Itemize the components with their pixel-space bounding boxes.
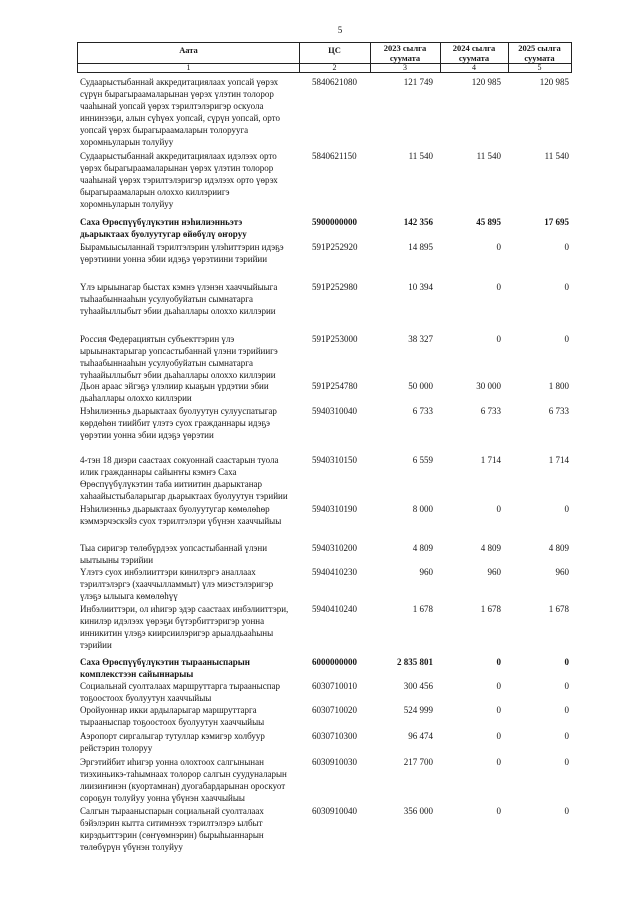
row-name-line: сороҕун толуйуу уонна үбүнэн хааччыйыы [80,793,245,803]
value-2024: 120 985 [471,77,501,87]
value-2024: 0 [496,282,501,292]
row-name-line: инникитин үлэҕэ киирсиилэригэр арыалдьааһыны [80,628,274,638]
row-name-line: туһаайыллыбыт эбии дьаһаллары олоххо киллэрии [80,370,276,380]
row-name-line: уопсай үөрэх бырагыраамаларын толорууга [80,125,249,135]
value-2025: 0 [564,242,569,252]
value-2023: 300 456 [403,681,433,691]
row-name-line: кэммэрчэскэйэ суох тэрилтэлэри үбүнэн хааччыйыы [80,516,282,526]
value-2025: 0 [564,504,569,514]
value-2023: 50 000 [408,381,433,391]
row-name [80,333,278,381]
row-name-line: Саха Өрөспүүбүлүкэтин тырааныспарын [80,657,250,667]
row-name-line: Эргэтийбит иһигэр уонна олохтоох салгынынан [80,757,264,767]
row-name [80,405,277,441]
value-2024: 0 [496,731,501,741]
row-name-line: Үлэтэ суох инбэлииттэри кинилэргэ аналлаах [80,567,256,577]
row-name-line: Бырамыысыланнай тэрилтэлэрин үлэһиттэрин идэҕэ [80,242,284,252]
row-code: 5940310190 [312,504,357,514]
value-2025: 0 [564,334,569,344]
row-name [80,680,280,704]
header-name: Аата [179,45,198,55]
value-2024: 4 809 [480,543,501,553]
value-2023: 142 356 [403,217,433,227]
row-name [80,656,250,680]
value-2023: 96 474 [408,731,433,741]
value-2025: 960 [555,567,569,577]
row-name-line: үөрэх бырагыраамаларынан үөрэх үлэтин толорор [80,163,274,173]
row-code: 5900000000 [312,217,357,227]
value-2024: 1 714 [480,455,501,465]
row-name-line: комплекстээн сайыннарыы [80,669,194,679]
value-2023: 4 809 [412,543,433,553]
header-2025-line2: суумата [524,52,555,63]
row-name-line: Тыа сиригэр төлөбүрдээх уопсастыбаннай үлэни [80,543,268,553]
row-name [80,150,278,210]
row-code: 6030710300 [312,731,357,741]
row-name-line: дьарыктаах буолуутугар өйөбүлү оҥоруу [80,229,247,239]
row-name [80,704,264,728]
row-name [80,503,281,527]
row-name-line: тиэхиньикэ-таһымнаах толорор салгын суудуналарын [80,769,287,779]
row-name-line: кинилэр идэлээх үөрэҕи бүтэрбиттэригэр уонна [80,616,265,626]
row-code: 5840621150 [312,151,357,161]
row-name-line: тэрийии [80,640,112,650]
row-name-line: сүрүн бырагыраамаларынан үөрэх үлэтин толорор [80,89,274,99]
value-2024: 0 [496,504,501,514]
row-name [80,76,280,148]
value-2023: 11 540 [408,151,433,161]
header-2023-line2: суумата [389,52,421,63]
value-2025: 0 [564,731,569,741]
row-name-line: бэйэлэрин кытта ситимнээх тэрилтэлэрэ ылбыт [80,818,263,828]
row-name-line: Социальнай суолталаах маршруттарга тырааныспар [80,681,281,691]
row-name-line: ырыынактарыгар уопсастыбаннай үлэни тэрийиигэ [80,346,278,356]
value-2024: 30 000 [476,381,501,391]
value-2024: 960 [487,567,501,577]
row-name-line: хоромньуларын толуйуу [80,137,174,147]
value-2023: 960 [419,567,433,577]
row-name-line: тэрилтэлэргэ (хааччылламмыт) үлэ миэстэлэригэр [80,579,274,589]
value-2025: 0 [564,806,569,816]
row-name-line: бырагыраамаларын олоххо киллэриигэ [80,187,230,197]
header-2023-line1: 2023 сылга [383,43,427,53]
row-code: 591P252980 [312,282,358,292]
row-name-line: дьаһаллары олоххо киллэрии [80,393,192,403]
row-code: 5940410230 [312,567,357,577]
value-2025: 1 678 [548,604,569,614]
row-name-line: Инбэлииттэри, ол иһигэр эдэр саастаах инбэлииттэри, [80,604,289,614]
row-code: 6000000000 [312,657,357,667]
row-name [80,603,288,651]
value-2025: 0 [564,705,569,715]
row-code: 5840621080 [312,77,357,87]
row-name-line: Оройуоннар икки ардыларыгар маршруттарга [80,705,257,715]
value-2025: 0 [564,681,569,691]
value-2023: 1 678 [412,604,433,614]
value-2024: 0 [496,334,501,344]
row-name-line: Россия Федерациятын субъекттэрин үлэ [80,334,235,344]
value-2023: 524 999 [403,705,433,715]
header-2025-line1: 2025 сылга [518,43,561,53]
value-2023: 6 559 [412,455,433,465]
value-2023: 6 733 [412,406,433,416]
row-name-line: Салгын тырааныспарын социальнай суолталаах [80,806,264,816]
value-2024: 6 733 [480,406,501,416]
row-name-line: үөрэтиини уонна эбии идэҕэ үөрэтиини тэрийии [80,254,268,264]
row-name-line: тыһаабыннааһын усулуобуйатын сымнатарга [80,358,253,368]
row-code: 5940310200 [312,543,357,553]
header-code: ЦС [328,45,341,55]
value-2025: 0 [564,282,569,292]
row-name-line: үлэҕэ ылыыга көмөлөһүү [80,591,178,601]
value-2023: 121 749 [403,77,433,87]
row-name-line: тыһаабыннааһын усулуобуйатын сымнатарга [80,294,253,304]
row-name [80,281,277,317]
value-2024: 0 [496,657,501,667]
value-2024: 0 [496,681,501,691]
row-name-line: илик гражданнары сайыҥҥы кэмҥэ Саха [80,467,237,477]
row-name-line: лиизиҥинэн (куортамнан) дуогабардарынан ороскуот [80,781,286,791]
row-name-line: көрдөһөн тиийбит үлэтэ суох гражданнары идэҕэ [80,418,271,428]
row-name-line: 4-тэн 18 диэри саастаах сокуоннай саастарын туола [80,455,279,465]
row-name-line: үөрэтии уонна эбии идэҕэ үөрэтии [80,430,214,440]
row-code: 6030910040 [312,806,357,816]
value-2024: 45 895 [476,217,501,227]
row-name [80,380,269,404]
value-2023: 217 700 [403,757,433,767]
row-name [80,756,287,804]
value-2024: 0 [496,806,501,816]
row-code: 6030710020 [312,705,357,715]
row-name-line: тоҕоостоох буолуутун хааччыйыы [80,693,212,703]
row-name-line: Дьон араас эйгэҕэ үлэлиир кыаҕын үрдэтии эбии [80,381,269,391]
row-code: 5940310150 [312,455,357,465]
value-2023: 14 895 [408,242,433,252]
row-name [80,454,288,502]
value-2024: 1 678 [480,604,501,614]
value-2025: 4 809 [548,543,569,553]
row-name-line: кирэдьиттэрин (сөҥүөмнэрин) бырыһыаннарын [80,830,264,840]
value-2024: 0 [496,757,501,767]
row-name-line: иннинээҕи, алын сүһүөх уопсай, сүрүн уопсай, орто [80,113,280,123]
value-2025: 1 800 [548,381,569,391]
value-2025: 120 985 [539,77,569,87]
row-name-line: төлөбүрүн үбүнэн толуйуу [80,842,183,852]
column-number-4: 4 [472,63,476,72]
row-name [80,542,267,566]
row-name-line: чааһынай үөрэх тэрилтэлэригэр идэлээх орто үөрэх [80,175,278,185]
value-2025: 0 [564,657,569,667]
value-2023: 2 835 801 [397,657,433,667]
row-name-line: хоромньуларын толуйуу [80,199,174,209]
row-name-line: Судаарыстыбаннай аккредитациялаах идэлээх орто [80,151,277,161]
value-2023: 10 394 [408,282,433,292]
row-name-line: ыытыыны тэрийии [80,555,154,565]
row-name-line: туһаайыллыбыт эбии дьаһаллары олоххо киллэрии [80,306,276,316]
value-2023: 8 000 [412,504,433,514]
row-code: 591P252920 [312,242,358,252]
column-number-3: 3 [403,63,407,72]
value-2025: 0 [564,757,569,767]
row-name [80,730,265,754]
row-code: 5940310040 [312,406,357,416]
row-code: 5940410240 [312,604,357,614]
row-name [80,805,264,853]
row-code: 6030910030 [312,757,357,767]
row-code: 591P253000 [312,334,358,344]
row-name-line: Үлэ ырыынагар быстах кэмнэ үлэнэн хааччыйыыга [80,282,278,292]
column-number-5: 5 [537,63,542,72]
row-name-line: Нэһилиэнньэ дьарыктаах буолуутун сулууспатыгар [80,406,277,416]
header-2024-line1: 2024 сылга [452,43,496,53]
value-2025: 1 714 [548,455,569,465]
header-2024-line2: суумата [458,52,490,63]
row-name-line: Өрөспүүбүлүкэтин таба иитиитин дьарыктанар [80,479,263,489]
row-name-line: тырааныспар тоҕоостоох буолуутун хааччыйыы [80,717,265,727]
column-number-1: 1 [186,63,191,72]
value-2025: 11 540 [544,151,569,161]
row-name-line: Аэропорт сиргалыгар тутуллар кэмигэр холбуур [80,731,265,741]
row-code: 591P254780 [312,381,358,391]
value-2024: 0 [496,242,501,252]
page-number: 5 [337,25,343,35]
row-name [80,241,284,265]
row-name-line: рейстэрин толоруу [80,743,153,753]
row-name-line: чааһынай уопсай үөрэх тэрилтэлэригэр оскуола [80,101,264,111]
row-name-line: Судаарыстыбаннай аккредитациялаах уопсай үөрэх [80,77,279,87]
value-2025: 6 733 [548,406,569,416]
row-name-line: хаһаайыстыбаларыгар дьарыктаах буолуутун тэрийии [80,491,288,501]
row-name-line: Саха Өрөспүүбүлүкэтин нэһилиэнньэтэ [80,217,243,227]
value-2023: 38 327 [408,334,433,344]
value-2025: 17 695 [544,217,569,227]
row-name [80,566,273,602]
value-2024: 11 540 [476,151,501,161]
row-code: 6030710010 [312,681,357,691]
column-number-2: 2 [332,63,337,72]
row-name [80,216,247,240]
value-2023: 356 000 [403,806,433,816]
value-2024: 0 [496,705,501,715]
row-name-line: Нэһилиэнньэ дьарыктаах буолуутугар көмөлөһөр [80,504,270,514]
